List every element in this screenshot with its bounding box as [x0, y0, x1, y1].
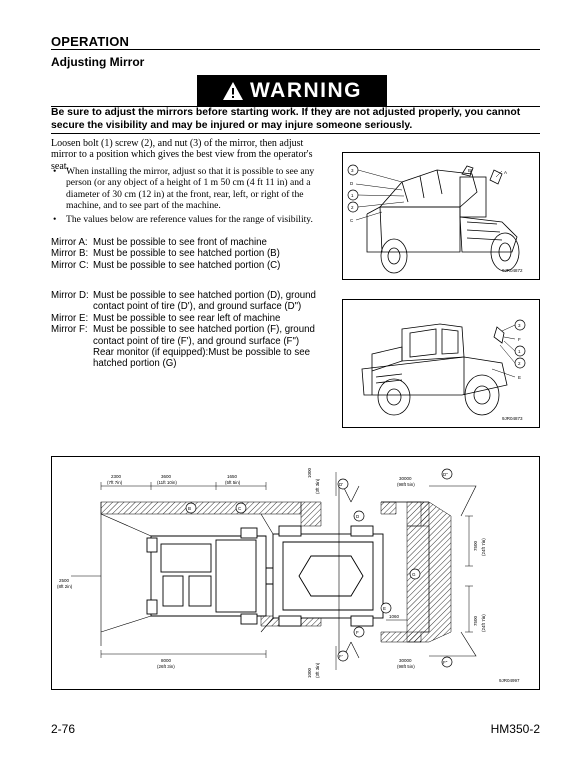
zone-label-f-prime: F' — [339, 654, 343, 659]
section-title: OPERATION — [51, 34, 130, 49]
dim-7500-top-ft: (24ft 7in) — [481, 538, 486, 556]
mirror-label: Mirror E: — [51, 312, 89, 324]
warning-banner — [197, 75, 387, 106]
figure-code: 9JR04873 — [502, 416, 523, 421]
mirror-row — [51, 260, 336, 271]
mirror-text: Must be possible to see front of machine — [93, 237, 267, 248]
dim-7500-bottom: 7500 — [473, 615, 478, 626]
mirror-text: Must be possible to see rear left of machine — [93, 312, 281, 324]
page-number: 2-76 — [51, 722, 76, 736]
zone-label-f-double: F" — [443, 660, 448, 665]
mirror-label: Mirror A: — [51, 237, 88, 248]
header-rule — [51, 49, 540, 50]
warning-label: WARNING — [250, 78, 362, 102]
bullet-item: • When installing the mirror, adjust so that it is possible to see any person (or any object of a height of 1 m 50 cm (4 ft 11 in) and a diameter of 30 cm (12 in) at the front, rear, left, or right of the machine, and to see part of the machine. — [51, 166, 333, 211]
mirror-list-1 — [51, 237, 336, 271]
warning-bottom-rule — [51, 133, 540, 134]
dim-30000-bottom: 30000 — [399, 658, 412, 663]
mirror-row — [51, 313, 338, 324]
callout-2: 2 — [351, 205, 354, 210]
callout-f: F — [518, 337, 521, 342]
mirror-row — [51, 290, 338, 313]
mirror-text: Must be possible to see hatched portion (B) — [93, 248, 280, 260]
callout-c: C — [350, 218, 354, 223]
dim-7500-top: 7500 — [473, 540, 478, 551]
dim-1650-ft: (5ft 5in) — [225, 480, 241, 485]
page-title: Adjusting Mirror — [51, 55, 145, 69]
figure-code: 9JR04872 — [502, 268, 523, 273]
dim-2500-ft: (8ft 2in) — [57, 584, 73, 589]
zone-label-g: G — [412, 572, 416, 577]
dim-8000: 8000 — [161, 658, 172, 663]
dim-1060: 1060 — [389, 614, 400, 619]
zone-label-d-prime: D' — [339, 482, 344, 487]
callout-1: 1 — [351, 193, 354, 198]
instruction-intro: Loosen bolt (1) screw (2), and nut (3) of the mirror, then adjust mirror to a position which gives the best view from the operator's seat. — [51, 138, 313, 172]
mirror-label: Mirror D: — [51, 290, 89, 301]
callout-1: 1 — [518, 349, 521, 354]
dim-1000-bottom: 1000 — [307, 667, 312, 678]
zone-label-f: F — [356, 630, 359, 635]
model-number: HM350-2 — [490, 722, 540, 736]
mirror-label: Mirror C: — [51, 259, 89, 271]
dim-2500: 2500 — [59, 578, 70, 583]
mirror-row — [51, 324, 338, 347]
callout-3: 3 — [518, 323, 521, 328]
zone-label-c: C — [238, 506, 242, 511]
callout-a: A — [504, 170, 508, 175]
dim-2300: 2300 — [111, 474, 122, 479]
dim-1650: 1650 — [227, 474, 238, 479]
figure-side-view — [342, 299, 540, 428]
rear-monitor-text: Rear monitor (if equipped):Must be possible to see hatched portion (G) — [93, 347, 311, 370]
mirror-text: Must be possible to see hatched portion (F), ground contact point of tire (F'), and ground surface (F") — [93, 324, 315, 347]
dim-1000-top-ft: (3ft 3in) — [315, 478, 320, 494]
mirror-label: Mirror F: — [51, 324, 88, 336]
figure-plan-view — [51, 456, 540, 690]
figure-code: 9JR04997 — [499, 678, 520, 683]
zone-label-e: E — [383, 606, 387, 611]
mirror-text: Must be possible to see hatched portion (C) — [93, 259, 281, 271]
dim-3600-ft: (11ft 10in) — [157, 480, 177, 485]
instruction-bullets — [51, 166, 333, 225]
dim-7500-bottom-ft: (24ft 7in) — [481, 614, 486, 632]
zone-label-d-double: D" — [443, 472, 448, 477]
mirror-row — [51, 237, 336, 248]
warning-text: Be sure to adjust the mirrors before starting work. If they are not adjusted properly, you cannot secure the visibility and may be injured or may injure someone seriously. — [51, 107, 521, 131]
dim-30000-bottom-ft: (98ft 5in) — [397, 664, 415, 669]
callout-3: 3 — [351, 168, 354, 173]
dim-30000-top-ft: (98ft 5in) — [397, 482, 415, 487]
dim-30000-top: 30000 — [399, 476, 412, 481]
callout-b: B — [468, 168, 472, 173]
bullet-item: • The values below are reference values for the range of visibility. — [51, 214, 333, 225]
mirror-text: Must be possible to see hatched portion (D), ground contact point of tire (D'), and ground surface (D") — [93, 290, 316, 313]
warning-triangle-icon — [222, 81, 244, 101]
dim-1000-bottom-ft: (3ft 3in) — [315, 662, 320, 678]
callout-e: E — [518, 375, 522, 380]
zone-label-b: B — [188, 506, 192, 511]
callout-d: D — [350, 181, 354, 186]
mirror-row — [51, 248, 336, 259]
figure-front-view — [342, 152, 540, 280]
zone-label-d: D — [356, 514, 360, 519]
mirror-label: Mirror B: — [51, 248, 89, 260]
dim-1000-top: 1000 — [307, 467, 312, 478]
mirror-list-2 — [51, 290, 338, 370]
dim-8000-ft: (26ft 3in) — [157, 664, 175, 669]
dim-2300-ft: (7ft 7in) — [107, 480, 123, 485]
callout-2: 2 — [518, 361, 521, 366]
dim-3600: 3600 — [161, 474, 172, 479]
